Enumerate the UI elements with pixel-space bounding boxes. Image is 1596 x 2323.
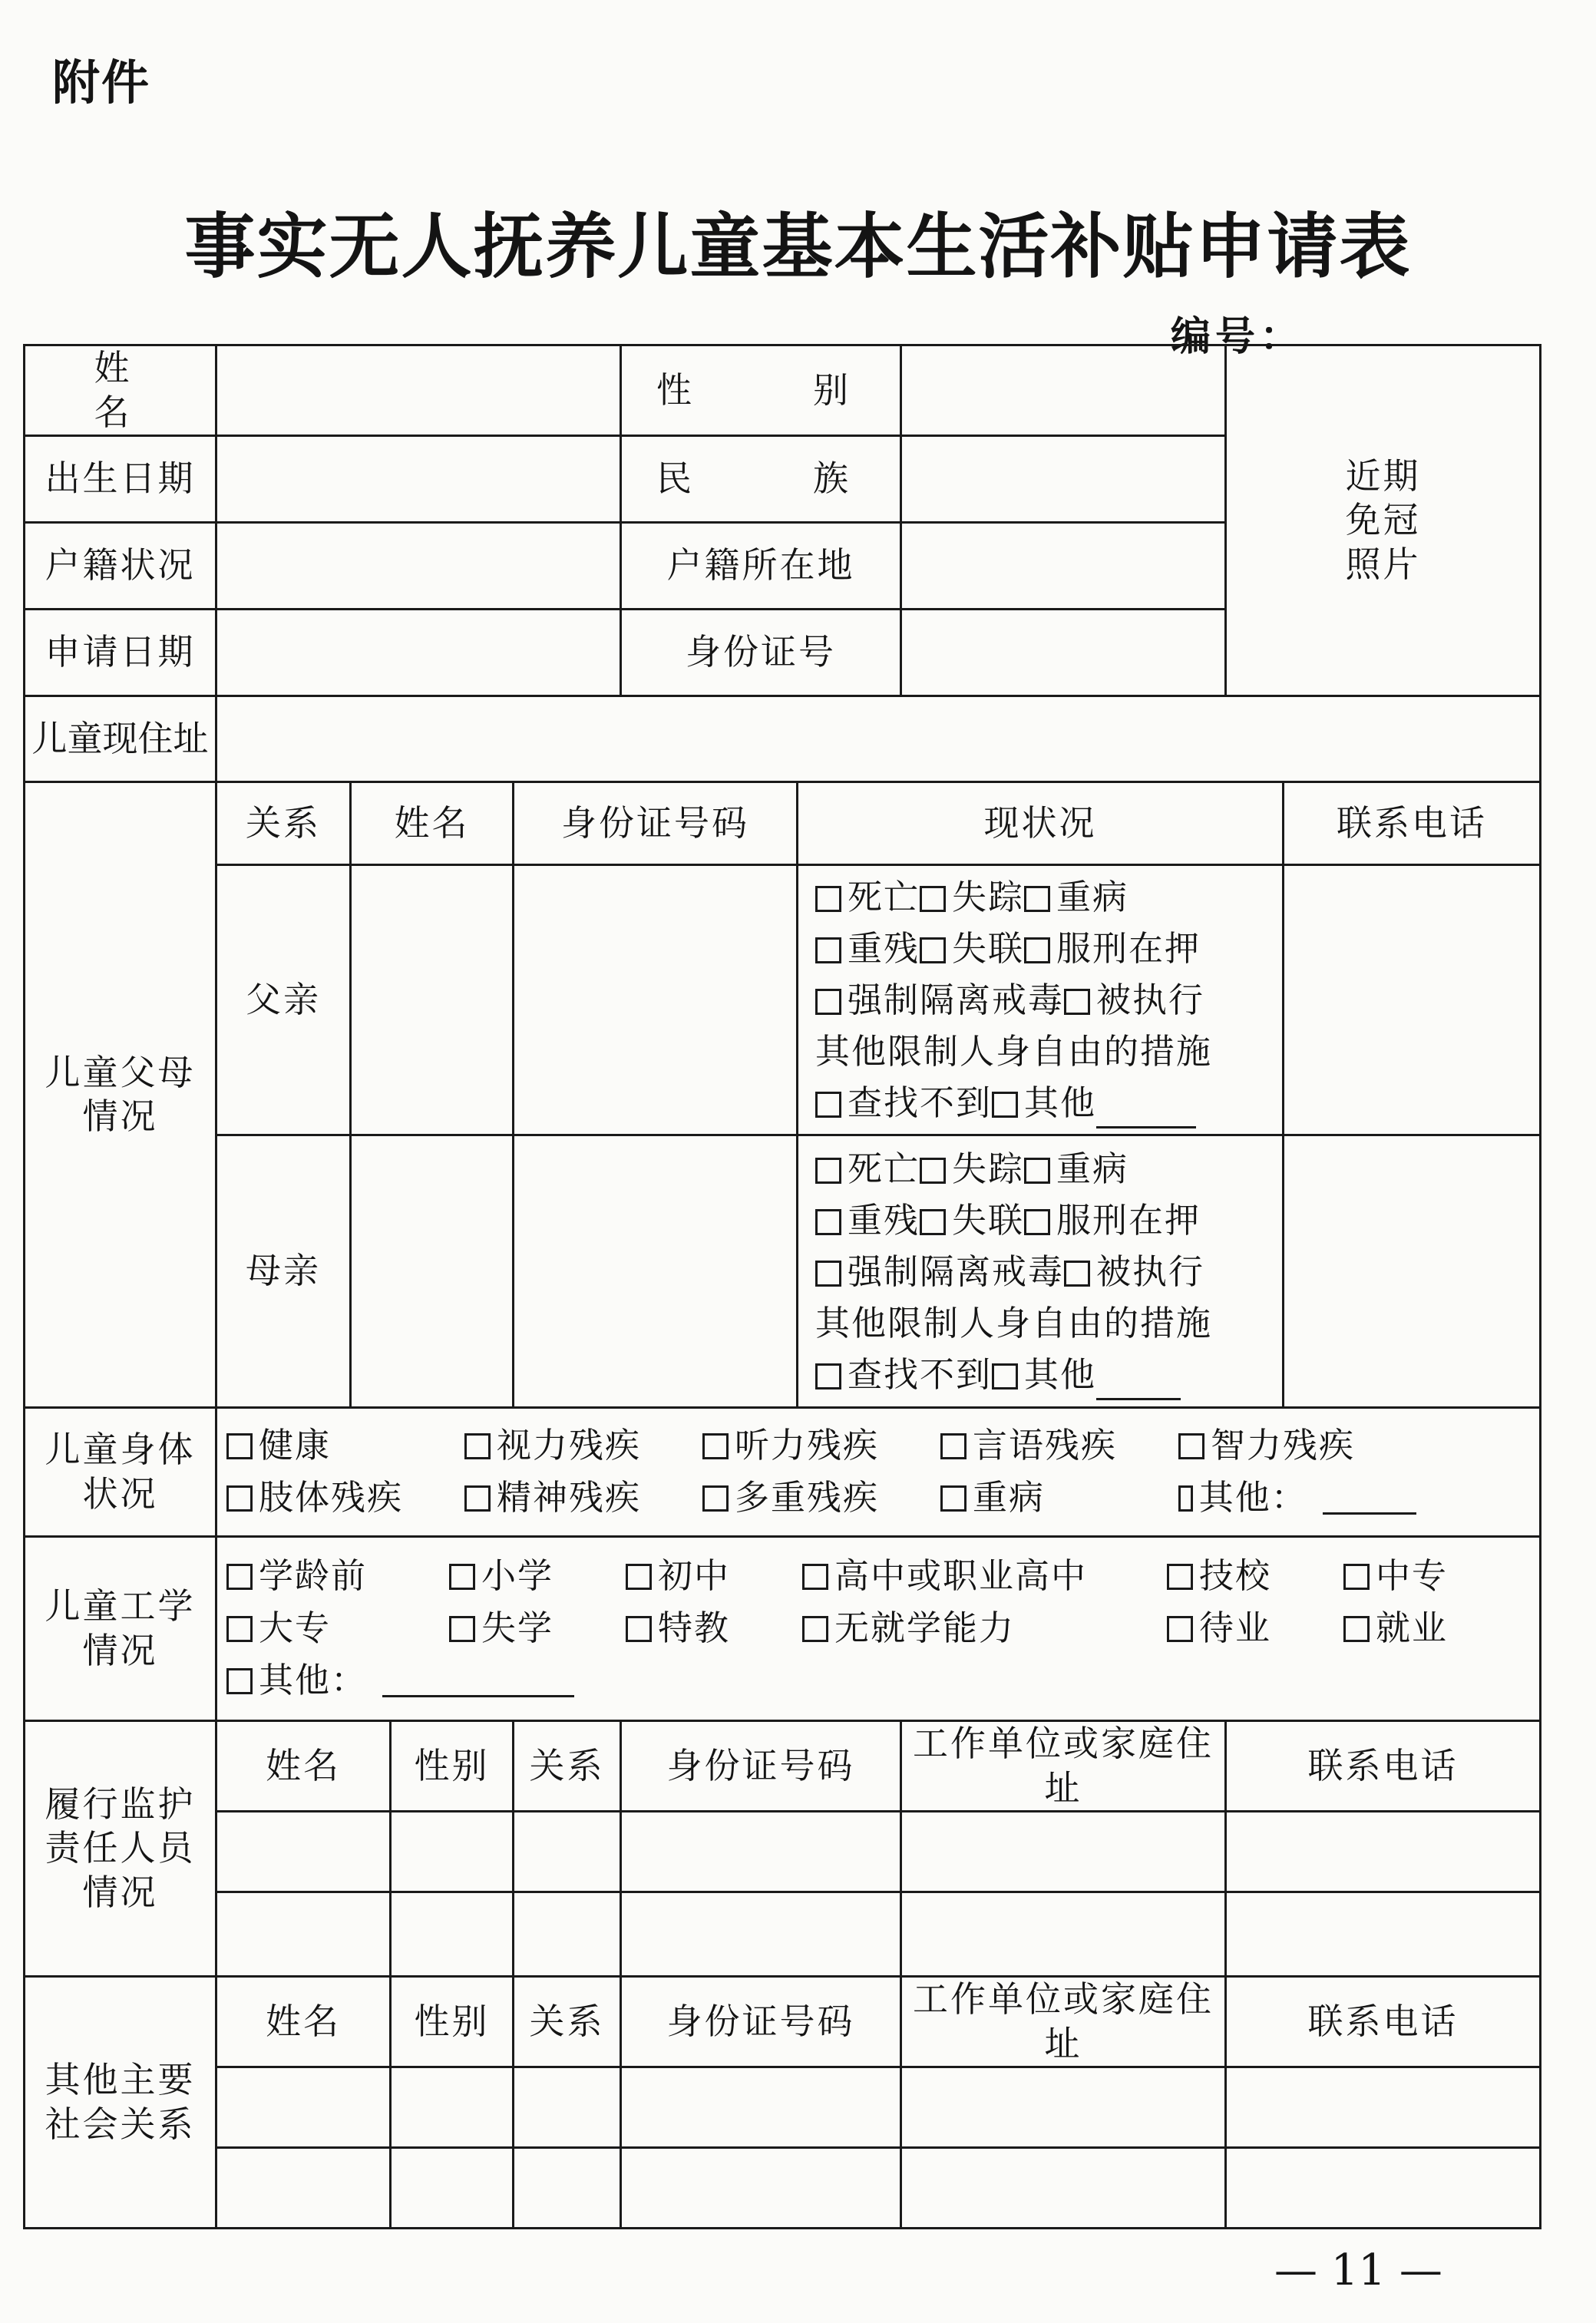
- input-birth-date[interactable]: [216, 436, 621, 523]
- checkbox[interactable]: [449, 1564, 475, 1590]
- checkbox[interactable]: [815, 1363, 841, 1390]
- checkbox[interactable]: [1178, 1433, 1204, 1459]
- mother-status-options: 死亡 失踪 重病 重残 失联 服刑在押 强制隔离戒毒 被执行 其他限制人身自由的措施 查找不到 其他: [798, 1135, 1284, 1408]
- guardian-id-cell[interactable]: [621, 1812, 901, 1892]
- guardian-relation-cell[interactable]: [514, 1812, 621, 1892]
- social-header-relation: 关系: [514, 1977, 621, 2067]
- social-gender-cell[interactable]: [391, 2067, 514, 2148]
- parents-header-status: 现状况: [798, 782, 1284, 865]
- study-label: [25, 1537, 216, 1721]
- parents-section-label: [25, 782, 216, 1408]
- checkbox[interactable]: [920, 886, 946, 912]
- checkbox[interactable]: [464, 1485, 491, 1512]
- input-id-number[interactable]: [901, 610, 1226, 696]
- checkbox[interactable]: [1024, 886, 1050, 912]
- guardian-header-address: 工作单位或家庭住址: [901, 1721, 1226, 1812]
- page-number: — 11 —: [1274, 2245, 1442, 2295]
- photo-text-2: 免冠: [1345, 499, 1421, 541]
- guardian-id-cell[interactable]: [621, 1892, 901, 1977]
- health-label-line1: 儿童身体: [45, 1429, 196, 1470]
- social-row: [25, 2148, 1541, 2229]
- social-header-phone: 联系电话: [1226, 1977, 1541, 2067]
- application-form: [23, 344, 1541, 2229]
- checkbox[interactable]: [1343, 1616, 1370, 1642]
- guardian-name-cell[interactable]: [216, 1812, 391, 1892]
- checkbox[interactable]: [920, 1209, 946, 1235]
- father-name-input[interactable]: [351, 865, 514, 1135]
- label-gender: 性 别: [621, 345, 901, 436]
- parents-header-phone: 联系电话: [1284, 782, 1541, 865]
- social-id-cell[interactable]: [621, 2148, 901, 2229]
- social-address-cell[interactable]: [901, 2067, 1226, 2148]
- checkbox[interactable]: [226, 1485, 253, 1512]
- checkbox[interactable]: [1064, 989, 1090, 1015]
- checkbox[interactable]: [815, 1209, 841, 1235]
- checkbox[interactable]: [626, 1564, 652, 1590]
- social-header-id: 身份证号码: [621, 1977, 901, 2067]
- parents-header-name: 姓名: [351, 782, 514, 865]
- social-relation-cell[interactable]: [514, 2148, 621, 2229]
- parents-header-id: 身份证号码: [514, 782, 798, 865]
- social-header-address: 工作单位或家庭住址: [901, 1977, 1226, 2067]
- guardian-gender-cell[interactable]: [391, 1892, 514, 1977]
- checkbox[interactable]: [1167, 1616, 1193, 1642]
- status-other-blank[interactable]: [1096, 1095, 1196, 1128]
- social-header-name: 姓名: [216, 1977, 391, 2067]
- social-relation-cell[interactable]: [514, 2067, 621, 2148]
- social-name-cell[interactable]: [216, 2148, 391, 2229]
- checkbox[interactable]: [226, 1616, 253, 1642]
- checkbox[interactable]: [992, 1092, 1018, 1118]
- guardian-relation-cell[interactable]: [514, 1892, 621, 1977]
- checkbox[interactable]: [920, 937, 946, 963]
- checkbox[interactable]: [702, 1485, 729, 1512]
- checkbox[interactable]: [1343, 1564, 1370, 1590]
- label-id-number: 身份证号: [621, 610, 901, 696]
- guardian-address-cell[interactable]: [901, 1812, 1226, 1892]
- social-address-cell[interactable]: [901, 2148, 1226, 2229]
- guardian-header-phone: 联系电话: [1226, 1721, 1541, 1812]
- checkbox[interactable]: [1064, 1261, 1090, 1287]
- guardian-label: [25, 1721, 216, 1977]
- social-name-cell[interactable]: [216, 2067, 391, 2148]
- input-apply-date[interactable]: [216, 610, 621, 696]
- parents-header-relation: 关系: [216, 782, 351, 865]
- checkbox[interactable]: [815, 1092, 841, 1118]
- checkbox[interactable]: [626, 1616, 652, 1642]
- label-ethnicity: 民 族: [621, 436, 901, 523]
- social-gender-cell[interactable]: [391, 2148, 514, 2229]
- label-hukou-place: 户籍所在地: [621, 523, 901, 610]
- mother-id-input[interactable]: [514, 1135, 798, 1408]
- status-other-blank[interactable]: [1096, 1367, 1181, 1400]
- guardian-header-relation: 关系: [514, 1721, 621, 1812]
- checkbox[interactable]: [815, 886, 841, 912]
- parents-label-line2: 情况: [82, 1095, 158, 1137]
- guardian-label-line1: 履行监护: [45, 1783, 196, 1825]
- father-id-input[interactable]: [514, 865, 798, 1135]
- parents-label-line1: 儿童父母: [45, 1051, 196, 1093]
- guardian-label-line2: 责任人员: [45, 1827, 196, 1869]
- label-name: 姓 名: [25, 345, 216, 436]
- social-label: [25, 1977, 216, 2229]
- social-id-cell[interactable]: [621, 2067, 901, 2148]
- study-other-blank[interactable]: [382, 1664, 574, 1697]
- label-hukou-status: 户籍状况: [25, 523, 216, 610]
- guardian-header-gender: 性别: [391, 1721, 514, 1812]
- guardian-gender-cell[interactable]: [391, 1812, 514, 1892]
- health-label-line2: 状况: [82, 1472, 158, 1515]
- checkbox[interactable]: [1024, 937, 1050, 963]
- social-header-gender: 性别: [391, 1977, 514, 2067]
- checkbox[interactable]: [815, 937, 841, 963]
- status-other-measure: 其他限制人身自由的措施: [815, 1302, 1213, 1343]
- checkbox[interactable]: [920, 1158, 946, 1184]
- mother-phone-input[interactable]: [1284, 1135, 1541, 1408]
- checkbox[interactable]: [702, 1433, 729, 1459]
- checkbox[interactable]: [226, 1564, 253, 1590]
- checkbox[interactable]: [802, 1564, 828, 1590]
- checkbox[interactable]: [226, 1433, 253, 1459]
- photo-text-1: 近期: [1345, 454, 1421, 497]
- guardian-phone-cell[interactable]: [1226, 1892, 1541, 1977]
- social-label-line1: 其他主要: [45, 2059, 196, 2100]
- checkbox[interactable]: [940, 1433, 967, 1459]
- checkbox[interactable]: [1167, 1564, 1193, 1590]
- checkbox[interactable]: [992, 1363, 1018, 1390]
- serial-number-label: 编号：: [1171, 314, 1305, 360]
- father-status-options: 死亡 失踪 重病 重残 失联 服刑在押 强制隔离戒毒 被执行 其他限制人身自由的措施 查找不到 其他: [798, 865, 1284, 1135]
- health-other-blank[interactable]: [1323, 1482, 1416, 1515]
- input-address[interactable]: [216, 696, 1541, 782]
- study-label-line1: 儿童工学: [45, 1585, 196, 1627]
- checkbox[interactable]: [940, 1485, 967, 1512]
- guardian-row: [25, 1812, 1541, 1892]
- guardian-header-id: 身份证号码: [621, 1721, 901, 1812]
- social-phone-cell[interactable]: [1226, 2067, 1541, 2148]
- label-apply-date: 申请日期: [25, 610, 216, 696]
- label-address: 儿童现住址: [25, 696, 216, 782]
- input-hukou-status[interactable]: [216, 523, 621, 610]
- input-hukou-place[interactable]: [901, 523, 1226, 610]
- checkbox[interactable]: [1024, 1158, 1050, 1184]
- checkbox[interactable]: [815, 989, 841, 1015]
- photo-text-3: 照片: [1345, 543, 1421, 585]
- relation-mother: 母亲: [216, 1135, 351, 1408]
- guardian-row: [25, 1892, 1541, 1977]
- guardian-name-cell[interactable]: [216, 1892, 391, 1977]
- guardian-address-cell[interactable]: [901, 1892, 1226, 1977]
- status-other-measure: 其他限制人身自由的措施: [815, 1031, 1213, 1072]
- input-gender[interactable]: [901, 345, 1226, 436]
- checkbox[interactable]: [226, 1668, 253, 1694]
- social-row: [25, 2067, 1541, 2148]
- checkbox[interactable]: [815, 1261, 841, 1287]
- photo-area[interactable]: [1226, 345, 1541, 696]
- social-phone-cell[interactable]: [1226, 2148, 1541, 2229]
- attachment-label: 附件: [52, 55, 151, 111]
- relation-father: 父亲: [216, 865, 351, 1135]
- checkbox[interactable]: [449, 1616, 475, 1642]
- social-label-line2: 社会关系: [45, 2103, 196, 2145]
- study-options: 学龄前 小学 初中 高中或职业高中 技校 中专 大专 失学 特教 无就学能力 待业 就业 其他：: [216, 1537, 1541, 1721]
- checkbox[interactable]: [815, 1158, 841, 1184]
- guardian-header-name: 姓名: [216, 1721, 391, 1812]
- father-phone-input[interactable]: [1284, 865, 1541, 1135]
- form-title: 事实无人抚养儿童基本生活补贴申请表: [184, 205, 1412, 288]
- input-ethnicity[interactable]: [901, 436, 1226, 523]
- study-label-line2: 情况: [82, 1629, 158, 1671]
- health-label: [25, 1408, 216, 1537]
- checkbox[interactable]: [1178, 1485, 1193, 1512]
- input-name[interactable]: [216, 345, 621, 436]
- label-birth-date: 出生日期: [25, 436, 216, 523]
- health-options: 健康 视力残疾 听力残疾 言语残疾 智力残疾 肢体残疾 精神残疾 多重残疾 重病 其他：: [216, 1408, 1541, 1537]
- checkbox[interactable]: [464, 1433, 491, 1459]
- guardian-phone-cell[interactable]: [1226, 1812, 1541, 1892]
- checkbox[interactable]: [1024, 1209, 1050, 1235]
- guardian-label-line3: 情况: [82, 1871, 158, 1913]
- mother-name-input[interactable]: [351, 1135, 514, 1408]
- checkbox[interactable]: [802, 1616, 828, 1642]
